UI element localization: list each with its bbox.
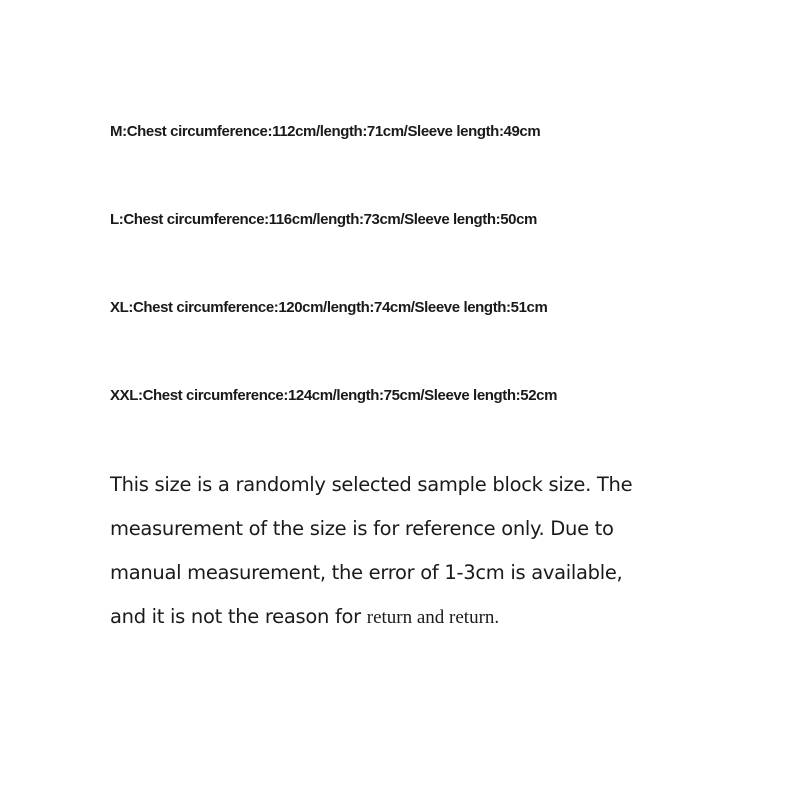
size-xxl-measurements: XXL:Chest circumference:124cm/length:75cm/Sleeve length:52cm	[110, 387, 558, 404]
size-m-measurements: M:Chest circumference:112cm/length:71cm/Sleeve length:49cm	[110, 123, 541, 140]
disclaimer-line-3: manual measurement, the error of 1-3cm is available,	[110, 561, 623, 584]
disclaimer-line-4	[110, 602, 690, 632]
size-xl-measurements: XL:Chest circumference:120cm/length:74cm/Sleeve length:51cm	[110, 299, 548, 316]
disclaimer-line-1: This size is a randomly selected sample block size. The	[110, 473, 633, 496]
measurement-disclaimer	[110, 470, 690, 647]
size-l-measurements: L:Chest circumference:116cm/length:73cm/Sleeve length:50cm	[110, 211, 537, 228]
disclaimer-line-2: measurement of the size is for reference only. Due to	[110, 517, 614, 540]
disclaimer-line-4-end: return and return.	[366, 607, 500, 628]
disclaimer-line-4-start: and it is not the reason for	[110, 605, 367, 628]
